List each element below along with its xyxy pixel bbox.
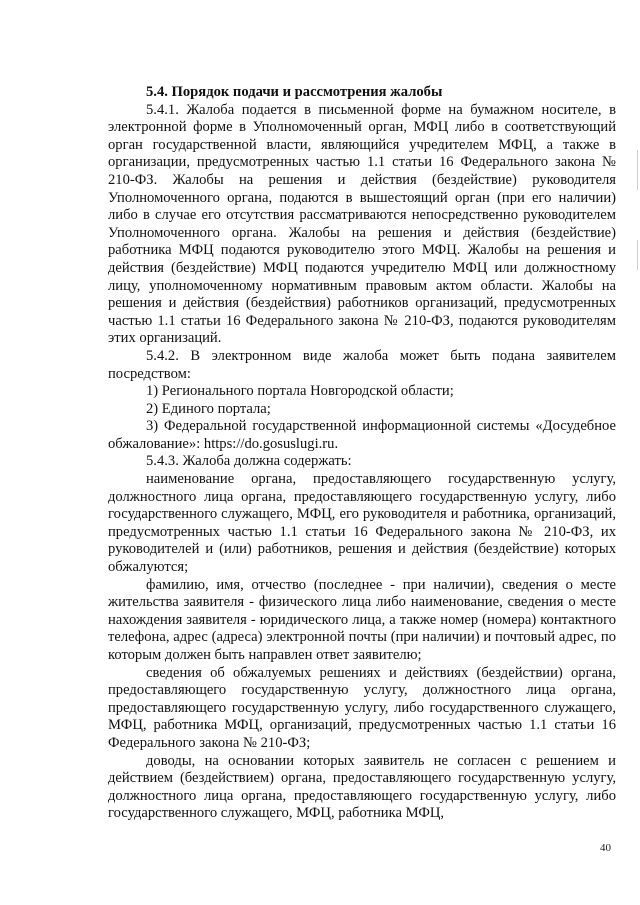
requirement-item: фамилию, имя, отчество (последнее - при наличии), сведения о месте жительства заявителя - физического лица либо наименование, сведения о месте нахождения заявителя - юридического лица, а также номер (номера) контактного телефона, адрес (адреса) электронной почты (при наличии) и почтовый адрес, по которым должен быть направлен ответ заявителю; [108, 576, 616, 663]
paragraph-5-4-1: 5.4.1. Жалоба подается в письменной форме на бумажном носителе, в электронной форме в Уполномоченный орган, МФЦ либо в соответствующий орган государственной власти, являющийся учредителем МФЦ, а также в организации, предусмотренных частью 1.1 статьи 16 Федерального закона № 210-ФЗ. Жалобы на решения и действия (бездействие) руководителя Уполномоченного органа, подаются в вышестоящий орган (при его наличии) либо в случае его отсутствия рассматриваются непосредственно руководителем Уполномоченного органа. Жалобы на решения и действия (бездействие) работника МФЦ подаются руководителю этого МФЦ. Жалобы на решения и действия (бездействие) МФЦ подаются учредителю МФЦ или должностному лицу, уполномоченному нормативным правовым актом области. Жалобы на решения и действия (бездействия) работников организаций, предусмотренных частью 1.1 статьи 16 Федерального закона № 210-ФЗ, подаются руководителям этих организаций. [108, 101, 616, 347]
requirement-item: доводы, на основании которых заявитель не согласен с решением и действием (бездействием) органа, предоставляющего государственную услугу, должностного лица органа, предоставляющего государственную услугу, либо государственного служащего, МФЦ, работника МФЦ, [108, 752, 616, 822]
page-number: 40 [600, 842, 611, 854]
document-page [108, 84, 616, 823]
paragraph-5-4-3: 5.4.3. Жалоба должна содержать: [146, 453, 352, 470]
section-heading: 5.4. Порядок подачи и рассмотрения жалобы [146, 84, 443, 100]
requirement-item: сведения об обжалуемых решениях и действиях (бездействии) органа, предоставляющего государственную услугу, должностного лица органа, предоставляющего государственную услугу, либо государственного служащего, МФЦ, работника МФЦ, организаций, предусмотренных частью 1.1 статьи 16 Федерального закона № 210-ФЗ; [108, 664, 616, 751]
scan-margin-mark [637, 150, 638, 190]
list-item-regional-portal: 1) Регионального портала Новгородской области; [146, 383, 454, 400]
list-item-unified-portal: 2) Единого портала; [146, 400, 271, 417]
paragraph-5-4-2: 5.4.2. В электронном виде жалоба может быть подана заявителем посредством: [108, 347, 616, 382]
requirement-item: наименование органа, предоставляющего государственную услугу, должностного лица органа, предоставляющего государственную услугу, либо государственного служащего, МФЦ, его руководителя и работника, организаций, предусмотренных частью 1.1 статьи 16 Федерального закона № 210-ФЗ, их руководителей и (или) работников, решения и действия (бездействие) которых обжалуются; [108, 471, 616, 576]
scan-margin-mark [637, 240, 638, 270]
list-item-federal-system: 3) Федеральной государственной информационной системы «Досудебное обжалование»: https://do.gosuslugi.ru. [108, 418, 616, 452]
